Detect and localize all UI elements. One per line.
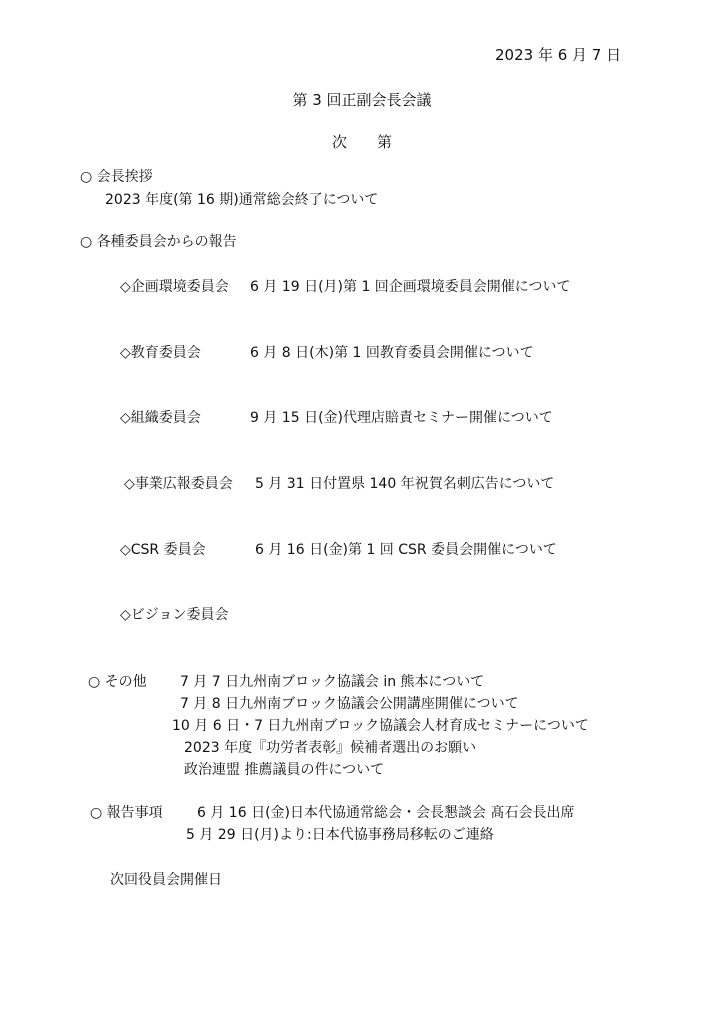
document-date: 2023 年 6 月 7 日 — [495, 46, 622, 64]
agenda-heading: 次 第 — [331, 133, 392, 151]
committee-detail: 6 月 8 日(木)第 1 回教育委員会開催について — [250, 345, 534, 361]
committee-detail: 5 月 31 日付置県 140 年祝賀名刺広告について — [255, 476, 555, 492]
committee-name: ◇組織委員会 — [120, 410, 201, 426]
other-item: 10 月 6 日・7 日九州南ブロック協議会人材育成セミナーについて — [172, 718, 589, 734]
committee-detail: 6 月 19 日(月)第 1 回企画環境委員会開催について — [250, 279, 571, 295]
page-title: 第 3 回正副会長会議 — [292, 91, 432, 109]
next-meeting-label: 次回役員会開催日 — [110, 872, 222, 888]
committee-name: ◇教育委員会 — [120, 345, 201, 361]
section-heading-president-greeting: ○ 会長挨拶 — [80, 169, 153, 185]
section-heading-reports: ○ 報告事項 — [90, 805, 163, 821]
other-item: 2023 年度『功労者表彰』候補者選出のお願い — [184, 740, 477, 756]
section-heading-other: ○ その他 — [88, 674, 147, 690]
committee-name: ◇CSR 委員会 — [120, 542, 206, 558]
committee-detail: 9 月 15 日(金)代理店賠責セミナー開催について — [250, 410, 553, 426]
report-item: 6 月 16 日(金)日本代協通常総会・会長懇談会 髙石会長出席 — [197, 805, 575, 821]
other-item: 7 月 7 日九州南ブロック協議会 in 熊本について — [180, 674, 485, 690]
other-item: 政治連盟 推薦議員の件について — [184, 762, 385, 778]
committee-name: ◇ビジョン委員会 — [120, 607, 229, 623]
committee-name: ◇事業広報委員会 — [124, 476, 233, 492]
committee-name: ◇企画環境委員会 — [120, 279, 229, 295]
section-heading-committees: ○ 各種委員会からの報告 — [80, 234, 237, 250]
committee-detail: 6 月 16 日(金)第 1 回 CSR 委員会開催について — [255, 542, 557, 558]
report-item: 5 月 29 日(月)より:日本代協事務局移転のご連絡 — [186, 827, 494, 843]
president-greeting-item: 2023 年度(第 16 期)通常総会終了について — [105, 192, 379, 208]
other-item: 7 月 8 日九州南ブロック協議会公開講座開催について — [180, 696, 519, 712]
